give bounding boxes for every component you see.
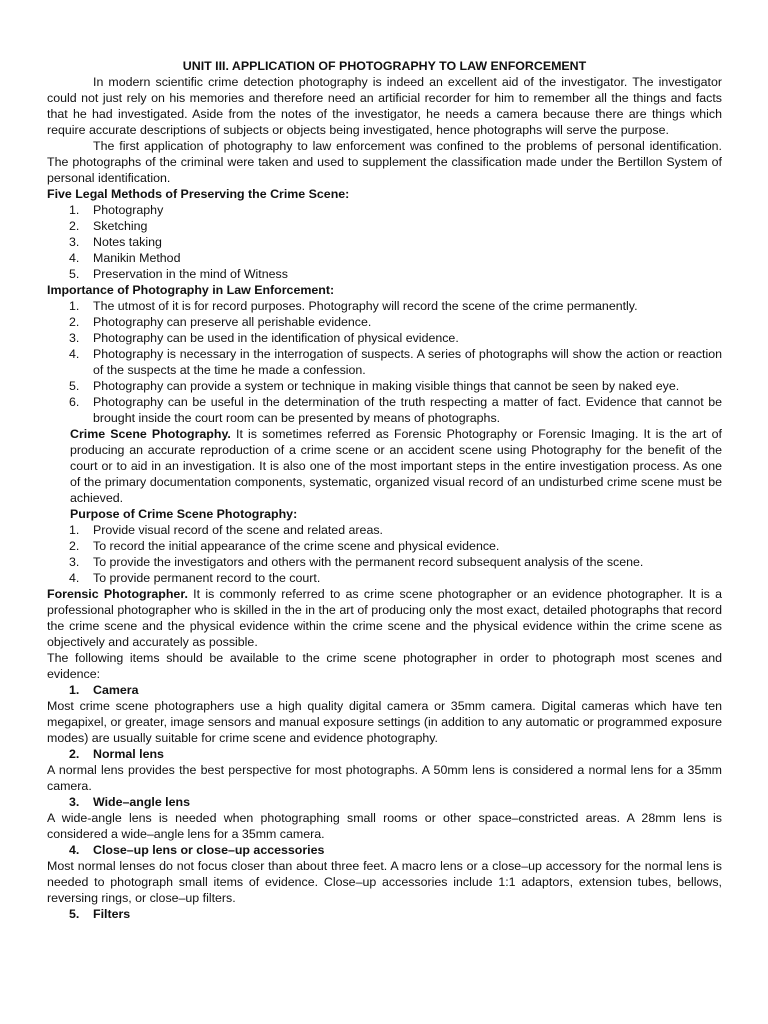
importance-list [47,298,722,426]
equipment-text-normal-lens: A normal lens provides the best perspective for most photographs. A 50mm lens is considered a normal lens for a 35mm camera. [47,763,722,793]
list-item: 4. Photography is necessary in the interrogation of suspects. A series of photographs will show the action or reaction of the suspects at the time he made a confession. [69,347,722,377]
importance-heading: Importance of Photography in Law Enforcement: [47,283,335,297]
list-item: 2. Photography can preserve all perishable evidence. [69,315,372,329]
list-item: 1. Provide visual record of the scene and related areas. [69,523,383,537]
equipment-text-wide-angle-lens: A wide-angle lens is needed when photographing small rooms or other space–constricted areas. A 28mm lens is considered a wide–angle lens for a 35mm camera. [47,811,722,841]
document-title: UNIT III. APPLICATION OF PHOTOGRAPHY TO LAW ENFORCEMENT [182,59,587,73]
list-item: 4. Manikin Method [69,251,181,265]
equipment-heading-wide-angle-lens: 3. Wide–angle lens [69,795,190,809]
list-item: 3. Photography can be used in the identification of physical evidence. [69,331,459,345]
crime-scene-photography-term: Crime Scene Photography. [70,427,231,441]
list-item: 2. To record the initial appearance of the crime scene and physical evidence. [69,539,500,553]
forensic-photographer-term: Forensic Photographer. [47,587,188,601]
purpose-heading: Purpose of Crime Scene Photography: [70,507,298,521]
equipment-heading-close-up: 4. Close–up lens or close–up accessories [69,843,325,857]
equipment-heading-camera: 1. Camera [69,683,139,697]
intro-paragraph-1: In modern scientific crime detection photography is indeed an excellent aid of the investigator. The investigator could not just rely on his memories and therefore need an artificial recorder for him to remember all the things and facts that he had investigated. Aside from the notes of the investigator, he needs a camera because there are things which require accurate descriptions of subjects or objects being investigated, hence photographs will serve the purpose. [47,75,722,137]
five-methods-heading: Five Legal Methods of Preserving the Crime Scene: [47,187,350,201]
list-item: 4. To provide permanent record to the court. [69,571,321,585]
list-item: 5. Preservation in the mind of Witness [69,267,288,281]
following-items-paragraph: The following items should be available to the crime scene photographer in order to photograph most scenes and evidence: [47,651,722,681]
intro-paragraph-2: The first application of photography to law enforcement was confined to the problems of personal identification. The photographs of the criminal were taken and used to supplement the classification made under the Bertillon System of personal identification. [47,139,722,185]
equipment-text-close-up: Most normal lenses do not focus closer than about three feet. A macro lens or a close–up accessory for the normal lens is needed to photograph small items of evidence. Close–up accessories include 1:1 adaptors, extension tubes, bellows, reversing rings, or close–up filters. [47,859,722,905]
equipment-heading-filters: 5. Filters [69,907,131,921]
list-item: 2. Sketching [69,219,148,233]
purpose-list [47,522,722,586]
list-item: 5. Photography can provide a system or technique in making visible things that cannot be seen by naked eye. [69,379,680,393]
list-item: 1. The utmost of it is for record purposes. Photography will record the scene of the crime permanently. [69,299,638,313]
equipment-heading-normal-lens: 2. Normal lens [69,747,164,761]
list-item: 1. Photography [69,203,164,217]
crime-scene-photography-paragraph: Crime Scene Photography. It is sometimes referred as Forensic Photography or Forensic Imaging. It is the art of producing an accurate reproduction of a crime scene or an accident scene using Photography for the benefit of the court or to aid in an investigation. It is also one of the most important steps in the entire investigation process. As one of the primary documentation components, systematic, organized visual record of an undisturbed crime scene must be achieved. [70,427,722,505]
forensic-photographer-paragraph: Forensic Photographer. It is commonly referred to as crime scene photographer or an evidence photographer. It is a professional photographer who is skilled in the in the art of producing only the most exact, detailed photographs that record the crime scene and the physical evidence within the crime scene and the physical evidence within the crime scene as objectively and accurately as possible. [47,587,722,649]
list-item: 3. To provide the investigators and others with the permanent record subsequent analysis of the scene. [69,555,644,569]
five-methods-list [47,202,722,282]
list-item: 6. Photography can be useful in the determination of the truth respecting a matter of fact. Evidence that cannot be brought inside the court room can be presented by means of photographs. [69,395,722,425]
equipment-text-camera: Most crime scene photographers use a high quality digital camera or 35mm camera. Digital cameras which have ten megapixel, or greater, image sensors and manual exposure settings (in addition to any automatic or programmed exposure modes) are usually suitable for crime scene and evidence photography. [47,699,722,745]
list-item: 3. Notes taking [69,235,162,249]
